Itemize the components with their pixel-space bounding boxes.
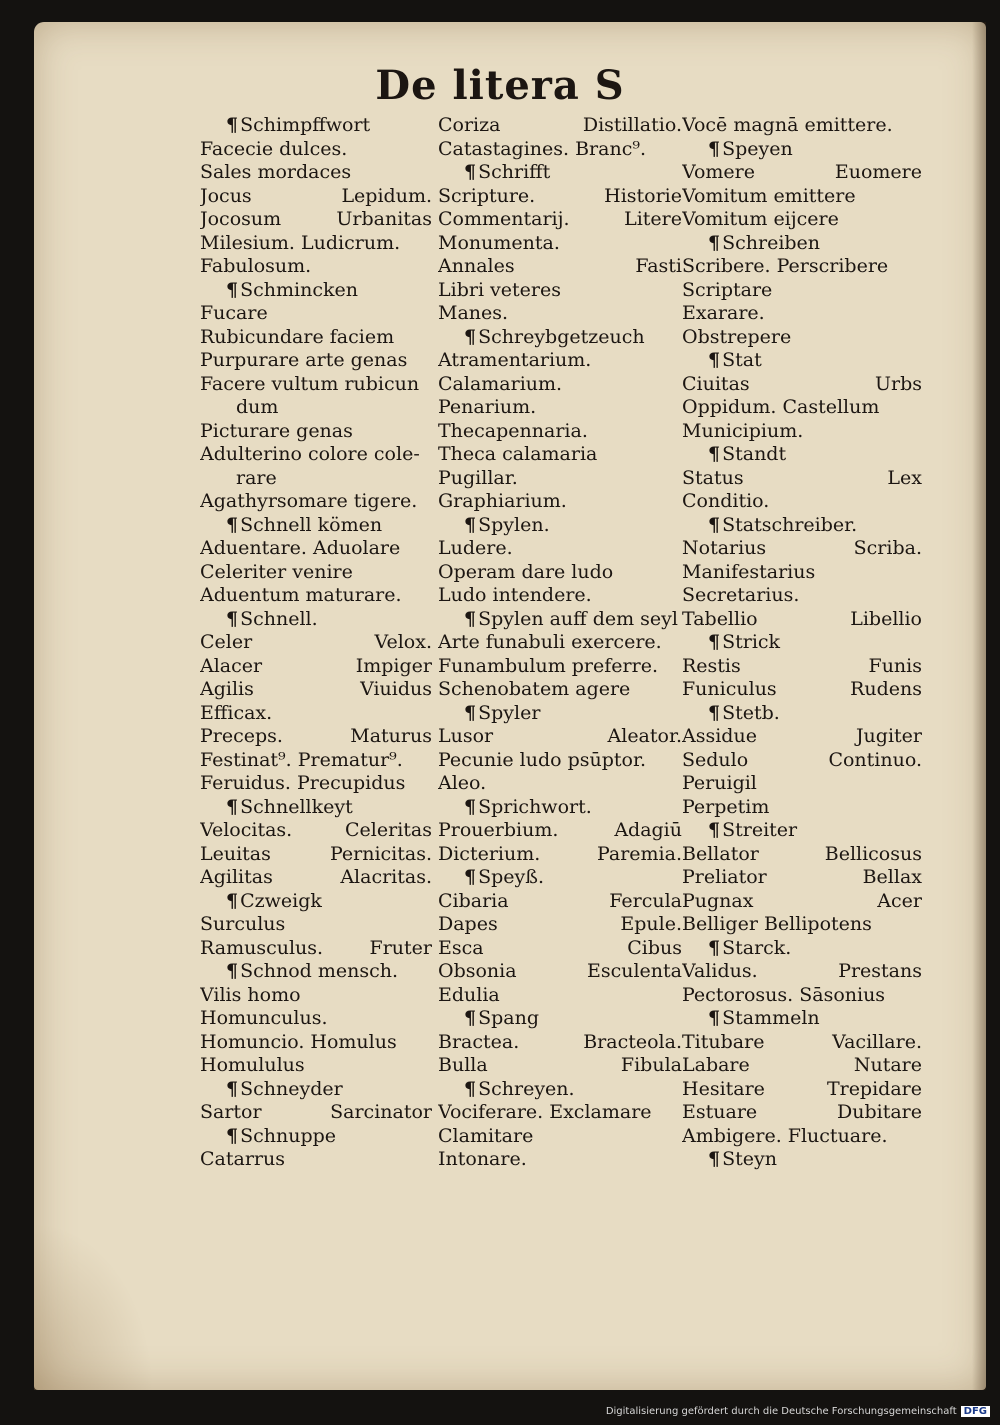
headword-line: ¶ Schnell. [200, 608, 432, 632]
dictionary-line: Pugillar. [438, 466, 518, 489]
dictionary-line [682, 1078, 922, 1102]
entry-left: Ciuitas [682, 372, 750, 395]
dictionary-line: Catarrus [200, 1148, 285, 1170]
entry-right: Fibula [620, 1054, 682, 1076]
headword-line: ¶ Spyler [438, 702, 682, 726]
dictionary-line [682, 161, 922, 185]
headword-line: ¶ Schnuppe [200, 1125, 432, 1149]
headword-line: ¶ Stat [682, 349, 922, 373]
dictionary-line: Secretarius. [682, 584, 800, 606]
entry-left: Obsonia [438, 960, 517, 982]
entry-right: Fasti [635, 255, 682, 277]
dictionary-line: Catastagines. Branc⁹. [438, 137, 646, 160]
dictionary-line: Aleo. [438, 772, 487, 794]
dictionary-line [200, 678, 432, 702]
dictionary-line: Manes. [438, 302, 509, 324]
dictionary-line [438, 725, 682, 749]
entry-right: Impiger [355, 654, 432, 677]
dictionary-line: Oppidum. Castellum [682, 396, 880, 418]
headword-line: ¶ Spang [438, 1007, 682, 1031]
entry-right: Bracteola. [583, 1030, 682, 1053]
entry-left: Celer [200, 631, 253, 653]
headword-line: ¶ Schneyder [200, 1078, 432, 1102]
dictionary-line: Efficax. [200, 701, 273, 724]
entry-right: Scriba. [853, 537, 922, 559]
headword-line: ¶ Standt [682, 443, 922, 467]
entry-right: Maturus [350, 725, 432, 747]
dictionary-line [438, 843, 682, 867]
dictionary-line [438, 1054, 682, 1078]
headword-line: ¶ Schmincken [200, 279, 432, 303]
dictionary-line [682, 843, 922, 867]
dictionary-line: Vocē magnā emittere. [682, 114, 893, 136]
dictionary-line: Aduentum maturare. [200, 584, 402, 606]
entry-left: Dapes [438, 913, 498, 935]
headword-line: ¶ Czweigk [200, 890, 432, 914]
entry-right: Prestans [838, 960, 922, 982]
entry-left: Scripture. [438, 184, 536, 207]
dictionary-line [438, 208, 682, 232]
dictionary-line: Pectorosus. Sāsonius [682, 983, 886, 1006]
dictionary-line: Libri veteres [438, 278, 561, 301]
dictionary-line [438, 960, 682, 984]
dictionary-line: Belliger Bellipotens [682, 913, 872, 935]
dictionary-line [682, 890, 922, 914]
entry-left: Bulla [438, 1054, 488, 1076]
headword-line: ¶ Statschreiber. [682, 514, 922, 538]
entry-right: Esculenta [586, 960, 682, 982]
entry-left: Sedulo [682, 748, 749, 771]
dictionary-line: Facecie dulces. [200, 137, 348, 160]
entry-right: Fruter [369, 936, 432, 959]
dictionary-line: Homunculus. [200, 1007, 328, 1029]
dictionary-line: Ludere. [438, 537, 513, 559]
dictionary-line [200, 725, 432, 749]
dictionary-line: Penarium. [438, 396, 537, 418]
entry-right: Bellicosus [824, 842, 922, 865]
headword-line: ¶ Sprichwort. [438, 796, 682, 820]
entry-left: Funiculus [682, 678, 777, 700]
entry-left: Labare [682, 1054, 750, 1076]
dfg-logo: DFG [961, 1406, 990, 1417]
dictionary-line: Fucare [200, 302, 268, 324]
entry-right: Libellio [850, 607, 922, 630]
dictionary-line: Graphiarium. [438, 490, 567, 512]
dictionary-line: Facere vultum rubicun [200, 372, 420, 395]
entry-right: Euomere [834, 161, 922, 183]
entry-left: Commentarij. [438, 208, 570, 230]
dictionary-line [438, 937, 682, 961]
entry-left: Preliator [682, 866, 767, 888]
dictionary-line: dum [236, 396, 279, 418]
column-1 [200, 114, 432, 1172]
headword-line: ¶ Schreyen. [438, 1078, 682, 1102]
entry-right: Paremia. [596, 842, 682, 865]
headword-line: ¶ Schreybgetzeuch [438, 326, 682, 350]
entry-left: Alacer [200, 654, 263, 677]
dictionary-line [438, 913, 682, 937]
entry-left: Vomere [682, 161, 756, 183]
digitization-credit [606, 1406, 990, 1417]
dictionary-line: Theca calamaria [438, 443, 598, 465]
dictionary-line: Monumenta. [438, 231, 560, 254]
entry-right: Epule. [620, 913, 682, 935]
entry-left: Status [682, 466, 744, 489]
entry-right: Alacritas. [340, 866, 432, 888]
dictionary-line [200, 655, 432, 679]
headword-line: ¶ Steyn [682, 1148, 922, 1172]
page-spine-shadow [972, 22, 986, 1390]
entry-left: Jocosum [200, 208, 282, 230]
dictionary-line: Agathyrsomare tigere. [200, 490, 418, 512]
headword-line: ¶ Speyen [682, 138, 922, 162]
dictionary-line: Vomitum emittere [682, 184, 856, 207]
dictionary-line: Homululus [200, 1054, 305, 1076]
page-stain [34, 1222, 154, 1390]
entry-left: Agilitas [200, 866, 273, 888]
dictionary-line [200, 1101, 432, 1125]
dictionary-line: Aduentare. Aduolare [200, 537, 401, 559]
dictionary-line: Perpetim [682, 795, 770, 818]
headword-line: ¶ Schnellkeyt [200, 796, 432, 820]
entry-left: Prouerbium. [438, 819, 559, 841]
entry-left: Cibaria [438, 889, 509, 912]
dictionary-line: Intonare. [438, 1148, 527, 1170]
dictionary-line [200, 185, 432, 209]
entry-right: Dubitare [837, 1101, 922, 1123]
headword-line: ¶ Schnell kömen [200, 514, 432, 538]
dictionary-line: Fabulosum. [200, 255, 312, 277]
dictionary-line: Feruidus. Precupidus [200, 772, 406, 794]
dictionary-line: Funambulum preferre. [438, 654, 658, 677]
entry-left: Dicterium. [438, 842, 541, 865]
entry-left: Ramusculus. [200, 936, 324, 959]
dictionary-line [200, 866, 432, 890]
dictionary-line: Obstrepere [682, 325, 792, 348]
dictionary-line: Scriptare [682, 278, 773, 301]
dictionary-line: Ludo intendere. [438, 584, 592, 606]
headword-line: ¶ Spylen. [438, 514, 682, 538]
entry-left: Jocus [200, 184, 252, 207]
dictionary-line: Exarare. [682, 302, 765, 324]
entry-right: Jugiter [855, 725, 922, 747]
entry-right: Continuo. [828, 748, 922, 771]
dictionary-line: Adulterino colore cole- [200, 443, 420, 465]
entry-left: Assidue [682, 725, 757, 747]
entry-right: Litere [624, 208, 682, 230]
headword-line: ¶ Spylen auff dem seyl [438, 608, 682, 632]
entry-right: Bellax [862, 866, 922, 888]
dictionary-line [682, 749, 922, 773]
entry-left: Sartor [200, 1101, 262, 1123]
dictionary-line [682, 537, 922, 561]
dictionary-line [682, 373, 922, 397]
dictionary-line: Calamarium. [438, 372, 563, 395]
dictionary-line [438, 819, 682, 843]
entry-left: Bellator [682, 842, 759, 865]
page-heading: De litera S [375, 62, 625, 109]
entry-right: Trepidare [826, 1077, 922, 1100]
dictionary-line [682, 960, 922, 984]
dictionary-line [682, 678, 922, 702]
dictionary-line [200, 819, 432, 843]
dictionary-line [682, 1101, 922, 1125]
dictionary-line: Milesium. Ludicrum. [200, 231, 401, 254]
dictionary-line [438, 1031, 682, 1055]
entry-left: Titubare [682, 1030, 765, 1053]
dictionary-line: Festinat⁹. Prematur⁹. [200, 748, 403, 771]
dictionary-line: Vociferare. Exclamare [438, 1101, 652, 1123]
dictionary-line [682, 467, 922, 491]
entry-left: Restis [682, 654, 741, 677]
entry-left: Pugnax [682, 889, 754, 912]
dictionary-line [438, 114, 682, 138]
dictionary-line: Vomitum eijcere [682, 208, 839, 230]
entry-right: Distillatio. [582, 114, 682, 136]
dictionary-line: Purpurare arte genas [200, 349, 408, 371]
dictionary-line [200, 208, 432, 232]
dictionary-line [438, 890, 682, 914]
entry-right: Aleator. [607, 725, 682, 747]
entry-left: Lusor [438, 725, 494, 747]
entry-right: Acer [877, 889, 922, 912]
headword-line: ¶ Strick [682, 631, 922, 655]
entry-right: Celeritas [345, 819, 432, 841]
entry-right: Fercula [609, 889, 682, 912]
entry-right: Lepidum. [341, 184, 432, 207]
column-3 [682, 114, 922, 1172]
entry-left: Esca [438, 936, 484, 959]
headword-line: ¶ Schrifft [438, 161, 682, 185]
dictionary-line: Scribere. Perscribere [682, 255, 889, 277]
entry-left: Preceps. [200, 725, 283, 747]
dictionary-line [682, 1054, 922, 1078]
entry-left: Hesitare [682, 1077, 765, 1100]
dictionary-line: Celeriter venire [200, 560, 353, 583]
dictionary-line [682, 866, 922, 890]
entry-right: Vacillare. [832, 1030, 922, 1053]
headword-line: ¶ Starck. [682, 937, 922, 961]
dictionary-line [438, 255, 682, 279]
headword-line: ¶ Schreiben [682, 232, 922, 256]
headword-line: ¶ Streiter [682, 819, 922, 843]
dictionary-line: Picturare genas [200, 419, 353, 442]
entry-left: Velocitas. [200, 819, 293, 841]
entry-right: Historie [604, 184, 682, 207]
dictionary-line: rare [236, 466, 277, 489]
entry-right: Rudens [850, 678, 922, 700]
dictionary-line: Peruigil [682, 772, 757, 794]
headword-line: ¶ Stammeln [682, 1007, 922, 1031]
dictionary-line: Arte funabuli exercere. [438, 631, 662, 653]
entry-left: Agilis [200, 678, 254, 700]
dictionary-line: Manifestarius [682, 560, 816, 583]
dictionary-line: Schenobatem agere [438, 678, 631, 700]
entry-right: Urbanitas [336, 208, 432, 230]
entry-right: Sarcinator [330, 1101, 432, 1123]
entry-left: Leuitas [200, 842, 271, 865]
entry-right: Funis [868, 654, 922, 677]
credit-text: Digitalisierung gefördert durch die Deutsche Forschungsgemeinschaft [605, 1406, 957, 1417]
dictionary-line: Vilis homo [200, 983, 301, 1006]
dictionary-line [682, 655, 922, 679]
entry-right: Adagiū [614, 819, 682, 841]
entry-right: Pernicitas. [329, 842, 432, 865]
dictionary-line: Conditio. [682, 490, 770, 512]
dictionary-line [438, 185, 682, 209]
entry-right: Cibus [627, 936, 682, 959]
dictionary-line: Pecunie ludo psūptor. [438, 748, 647, 771]
column-2 [438, 114, 682, 1172]
entry-left: Tabellio [682, 607, 758, 630]
entry-left: Coriza [438, 114, 501, 136]
dictionary-line [200, 937, 432, 961]
dictionary-line: Thecapennaria. [438, 419, 588, 442]
dictionary-line [682, 725, 922, 749]
dictionary-line: Surculus [200, 913, 286, 935]
dictionary-line: Homuncio. Homulus [200, 1030, 397, 1053]
entry-right: Lex [887, 466, 922, 489]
entry-right: Velox. [374, 631, 432, 653]
entry-left: Bractea. [438, 1030, 520, 1053]
dictionary-line: Rubicundare faciem [200, 325, 395, 348]
dictionary-line [682, 608, 922, 632]
headword-line: ¶ Stetb. [682, 702, 922, 726]
entry-left: Notarius [682, 537, 767, 559]
dictionary-line [682, 1031, 922, 1055]
entry-left: Annales [438, 255, 515, 277]
dictionary-line: Municipium. [682, 419, 804, 442]
entry-right: Nutare [853, 1054, 922, 1076]
dictionary-line: Operam dare ludo [438, 560, 614, 583]
dictionary-line: Edulia [438, 983, 500, 1006]
headword-line: ¶ Schimpffwort [200, 114, 432, 138]
dictionary-line: Sales mordaces [200, 161, 352, 183]
entry-right: Viuidus [360, 678, 432, 700]
dictionary-line: Atramentarium. [438, 349, 592, 371]
dictionary-line [200, 631, 432, 655]
dictionary-line: Ambigere. Fluctuare. [682, 1124, 888, 1147]
headword-line: ¶ Schnod mensch. [200, 960, 432, 984]
entry-right: Urbs [874, 372, 922, 395]
entry-left: Estuare [682, 1101, 758, 1123]
dictionary-line: Clamitare [438, 1124, 534, 1147]
dictionary-line [200, 843, 432, 867]
headword-line: ¶ Speyß. [438, 866, 682, 890]
entry-left: Validus. [682, 960, 758, 982]
